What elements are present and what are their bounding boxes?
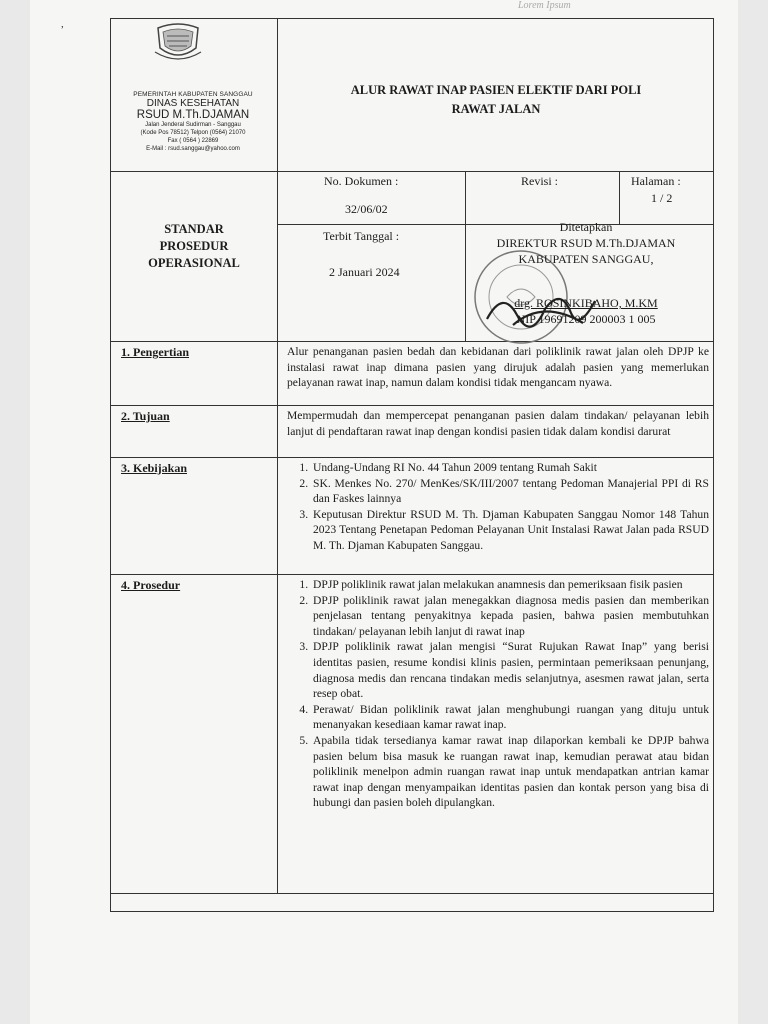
approved-label: Ditetapkan [559,220,613,234]
revision-label: Revisi : [521,174,559,188]
section-label-pengertian: 1. Pengertian [121,345,189,359]
row-divider-kebijakan [111,574,713,575]
hospital-email: E-Mail : rsud.sanggau@yahoo.com [146,146,240,152]
paper-sheet [30,0,738,1024]
institution-block [113,91,273,153]
title-line-1: ALUR RAWAT INAP PASIEN ELEKTIF DARI POLI [350,83,642,97]
title-line-2: RAWAT JALAN [451,102,541,116]
document-title [281,81,711,119]
page-value: 1 / 2 [651,191,673,205]
list-item: 5. Apabila tidak tersedianya kamar rawat inap dilaporkan kembali ke DPJP bahwa pasien belum bisa masuk ke ruangan rawat inap, kemudian perawat atau bidan poliklinik menelpon admin ruangan rawat inap untuk mendapatkan antrian kamar rawat inap dengan menyampaikan identitas pasien dan kontak person yang bisa di hubungi dan pasien boleh dipulangkan. [311,733,709,811]
approval-block [466,219,706,327]
hospital-fax: Fax ( 0564 ) 22869 [167,138,219,144]
list-item: 1. Undang-Undang RI No. 44 Tahun 2009 tentang Rumah Sakit [311,460,709,476]
section-label-tujuan: 2. Tujuan [121,409,170,423]
hospital-postal-phone: (Kode Pos 78512) Telpon (0564) 21070 [140,130,246,136]
signer-nip: NIP 19691209 200003 1 005 [516,312,656,326]
list-item: 2. DPJP poliklinik rawat jalan menegakkan diagnosa medis pasien dan memberikan penjelasan tentang penyakitnya kepada pasien, bahwa pasien membutuhkan tindakan/ pelayanan lebih lanjut di rawat inap [311,593,709,640]
row-divider-bottom [111,893,713,894]
department-name: DINAS KESEHATAN [146,98,240,109]
row-divider-header [111,171,713,172]
doc-number-label: No. Dokumen : [324,174,399,188]
section-label-prosedur: 4. Prosedur [121,578,181,592]
issue-date-value: 2 Januari 2024 [329,265,400,279]
director-title: DIREKTUR RSUD M.Th.DJAMAN [496,236,676,250]
column-divider [277,19,278,893]
regency-emblem-icon [153,22,203,64]
sop-heading [111,221,277,272]
list-item: 3. DPJP poliklinik rawat jalan mengisi “Surat Rujukan Rawat Inap” yang berisi identitas pasien, resume kondisi klinis pasien, permintaan pemeriksaan penunjang, diagnosa medis dan rencana tindakan medis selanjutnya, asesmen rawat jalan, serta resep obat. [311,639,709,701]
row-divider-tujuan [111,457,713,458]
doc-number-value: 32/06/02 [345,202,388,216]
list-item: 4. Perawat/ Bidan poliklinik rawat jalan menghubungi ruangan yang dituju untuk menanyakan kesediaan kamar rawat inap. [311,702,709,733]
section-text-tujuan: Mempermudah dan mempercepat penanganan pasien dalam tindakan/ pelayanan lebih lanjut di pendaftaran rawat inap dengan kondisi pasien tidak dalam kondisi darurat [287,409,709,438]
sop-document-table [110,18,714,912]
government-name: PEMERINTAH KABUPATEN SANGGAU [133,91,253,98]
hospital-address: Jalan Jenderal Sudirman - Sanggau [145,122,241,128]
section-list-kebijakan [287,460,709,554]
column-divider-revisi [619,171,620,224]
signer-name: drg. ROSINKIBAHO, M.KM [514,296,658,310]
section-list-prosedur [287,577,709,811]
list-item: 2. SK. Menkes No. 270/ MenKes/SK/III/2007 tentang Pedoman Manajerial PPI di RS dan Faskes lainnya [311,476,709,507]
sop-line-2: PROSEDUR [159,239,229,253]
issue-date-label: Terbit Tanggal : [323,229,400,243]
director-regency: KABUPATEN SANGGAU, [518,252,654,266]
margin-mark: , [61,18,64,30]
header-note: Lorem Ipsum [518,0,571,11]
section-label-kebijakan: 3. Kebijakan [121,461,188,475]
list-item: 1. DPJP poliklinik rawat jalan melakukan anamnesis dan pemeriksaan fisik pasien [311,577,709,593]
page-label: Halaman : [631,174,681,188]
sop-line-3: OPERASIONAL [148,256,240,270]
sop-line-1: STANDAR [164,222,224,236]
section-text-pengertian: Alur penanganan pasien bedah dan kebidanan dari poliklinik rawat jalan oleh DPJP ke instalasi rawat inap dimana pasien yang dirujuk adalah pasien yang memerlukan pelayanan rawat inap, namun dalam kondisi tidak mengancam nyawa. [287,345,709,390]
list-item: 3. Keputusan Direktur RSUD M. Th. Djaman Kabupaten Sanggau Nomor 148 Tahun 2023 Tentang Penetapan Pedoman Pelayanan Unit Instalasi Rawat Jalan pada RSUD M. Th. Djaman Kabupaten Sanggau. [311,507,709,554]
hospital-name: RSUD M.Th.DJAMAN [136,109,250,121]
row-divider-pengertian [111,405,713,406]
row-divider-sop [111,341,713,342]
